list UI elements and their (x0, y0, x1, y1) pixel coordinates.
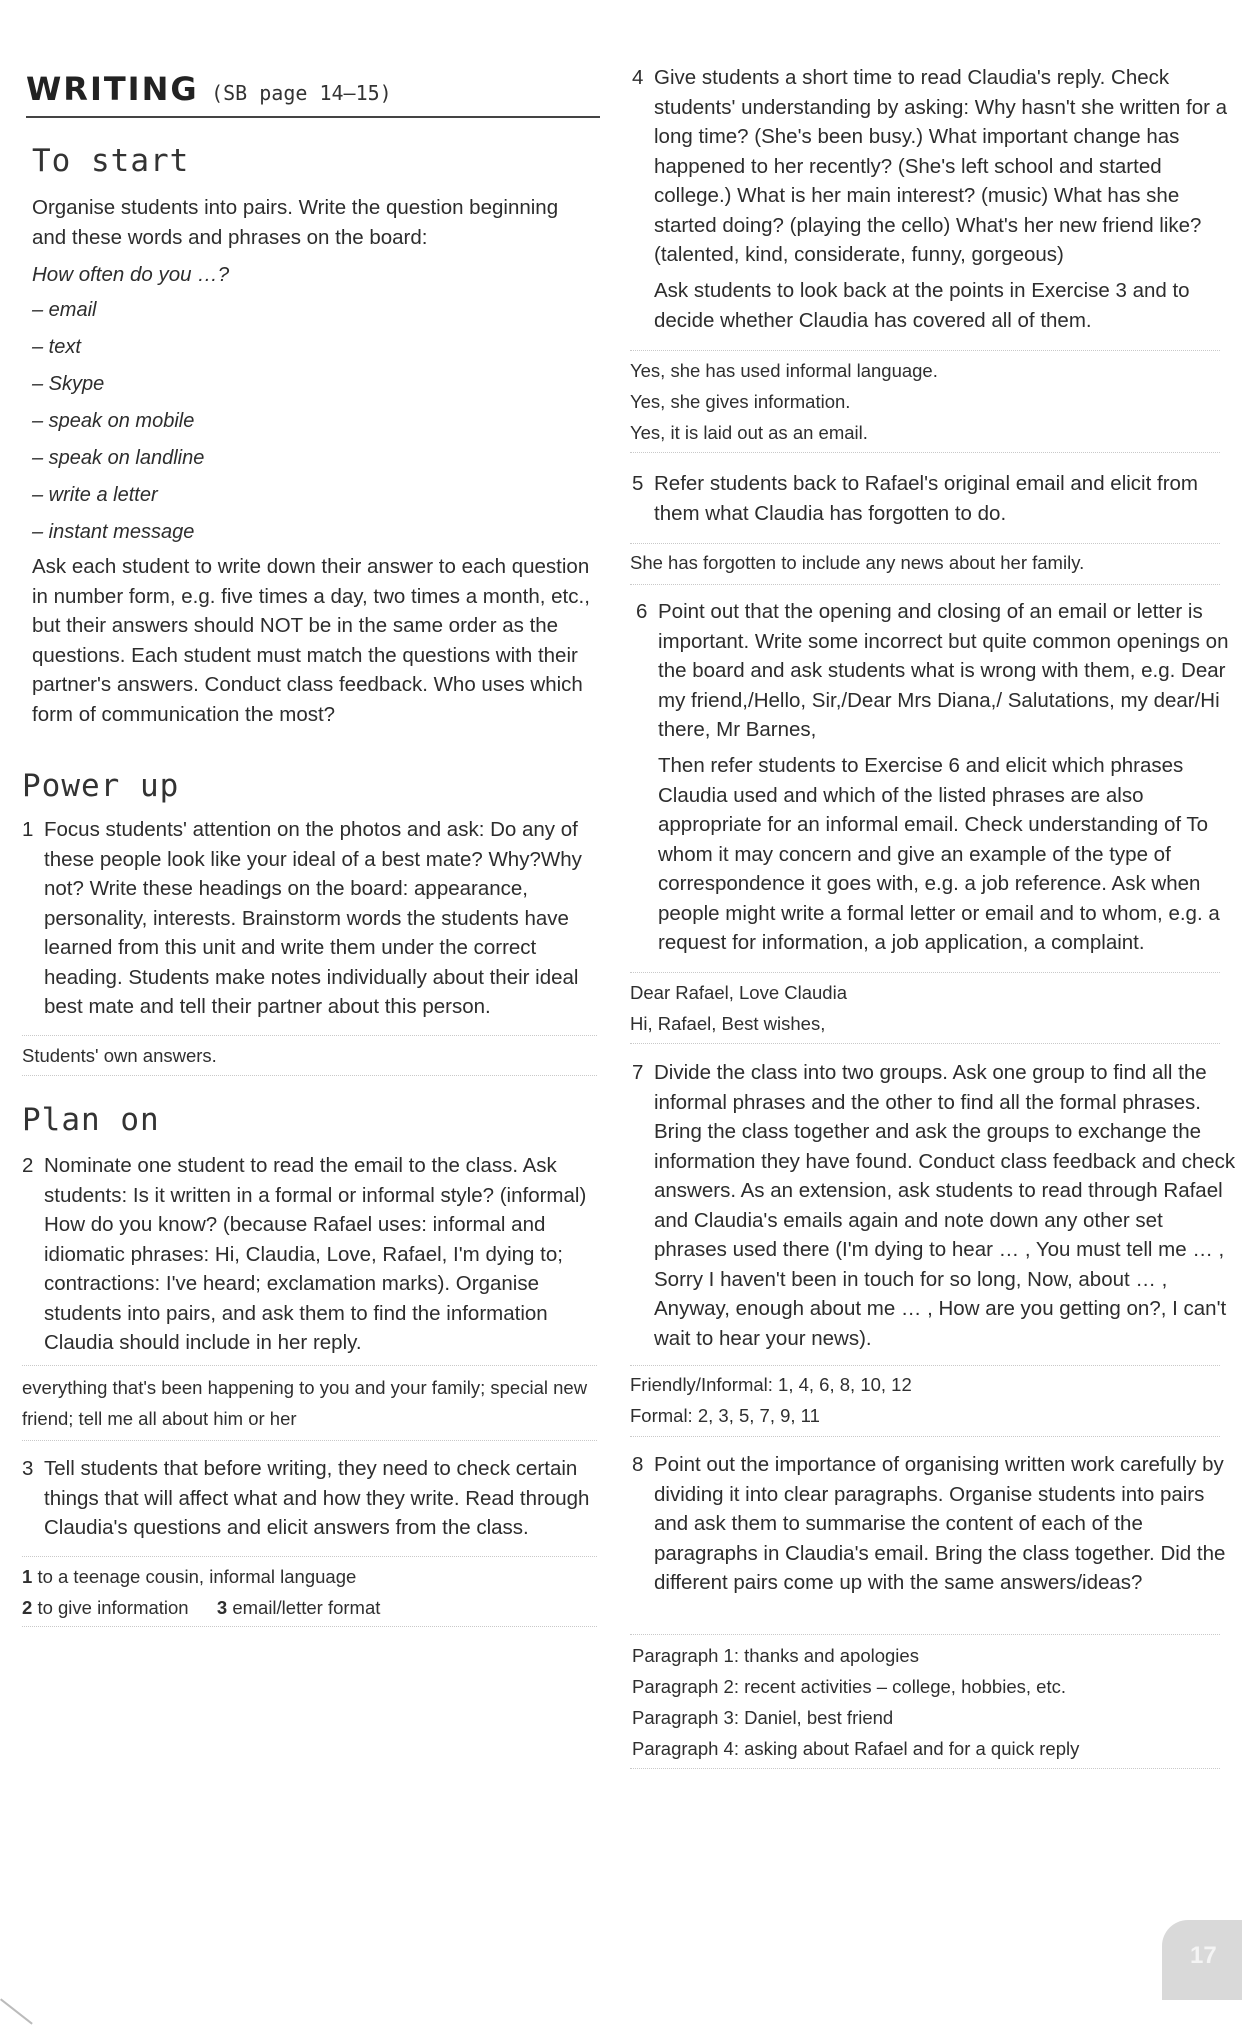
item-text: Refer students back to Rafael's original email and elicit from them what Claudia has forgotten to do. (654, 472, 1199, 525)
answer-text: to give information (37, 1597, 189, 1618)
answer-4 (630, 355, 1220, 448)
item-text: Point out the importance of organising written work carefully by dividing it into clear paragraphs. Organise students into pairs and ask them to summarise the content of each of the paragraphs in Claudia's email. Bring the class together. Did the different pairs come up with the same answers/ideas? (654, 1453, 1226, 1594)
answer-line: Paragraph 4: asking about Rafael and for a quick reply (632, 1738, 1080, 1759)
divider (630, 543, 1220, 544)
answer-line: Paragraph 3: Daniel, best friend (632, 1707, 894, 1728)
divider (22, 1440, 597, 1441)
list-item: – text (32, 336, 81, 358)
divider (630, 1365, 1220, 1366)
to-start-body: Ask each student to write down their answer to each question in number form, e.g. five times a day, two times a month, etc., but their answers should NOT be in the same order as the questions. Each student must match the questions with their partner's answers. Conduct class feedback. Who uses which form of communication the most? (32, 555, 590, 726)
item-6-followup: Then refer students to Exercise 6 and elicit which phrases Claudia used and which of the listed phrases are also appropriate for an informal email. Check understanding of To whom it may concern and give an example of the type of correspondence it goes with, e.g. a job reference. Ask when people might write a formal letter or email and to whom, e.g. a request for information, a job application, a complaint. (658, 754, 1220, 954)
item-number: 8 (632, 1453, 644, 1476)
list-item: – speak on landline (32, 447, 205, 469)
item-text: Tell students that before writing, they need to check certain things that will affect what and how they write. Read through Claudia's questions and elicit answers from the class. (44, 1457, 590, 1539)
to-start-intro: Organise students into pairs. Write the question beginning and these words and phrases on the board: (32, 196, 559, 249)
page-title (26, 70, 600, 118)
item-8 (632, 1450, 1240, 1598)
item-number: 6 (636, 600, 648, 623)
divider (630, 452, 1220, 453)
item-number: 3 (22, 1457, 34, 1480)
answer-text: email/letter format (232, 1597, 381, 1618)
plan-on-answer-2: everything that's been happening to you and your family; special new friend; tell me all about him or her (22, 1377, 588, 1429)
answer-line: Yes, she gives information. (630, 391, 851, 412)
answer-line: Paragraph 1: thanks and apologies (632, 1645, 919, 1666)
answer-number: 2 (22, 1597, 33, 1618)
page-number: 17 (1190, 1942, 1217, 1969)
list-item: – instant message (32, 521, 195, 543)
power-up-heading: Power up (22, 768, 180, 804)
item-text: Focus students' attention on the photos and ask: Do any of these people look like your ideal of a best mate? Why?Why not? Write these headings on the board: appearance, personality, interests. Brainstorm words the students have learned from this unit and write them under the correct heading. Students make notes individually about their ideal best mate and tell their partner about this person. (44, 818, 582, 1018)
answer-line: Yes, it is laid out as an email. (630, 422, 868, 443)
page-number-tab (1162, 1920, 1242, 2000)
divider (22, 1035, 597, 1036)
answer-5: She has forgotten to include any news about her family. (630, 552, 1085, 573)
answer-line: Paragraph 2: recent activities – college, hobbies, etc. (632, 1676, 1066, 1697)
to-start-question: How often do you …? (32, 263, 230, 286)
title-main: WRITING (26, 70, 199, 108)
item-number: 2 (22, 1154, 34, 1177)
power-up-item-1 (22, 815, 619, 1022)
item-text: Point out that the opening and closing of an email or letter is important. Write some incorrect but quite common openings on the board and ask students what is wrong with them, e.g. Dear my friend,/Hello, Sir,/Dear Mrs Diana,/ Salutations, my dear/Hi there, Mr Barnes, (658, 600, 1229, 741)
item-number: 5 (632, 472, 644, 495)
plan-on-item-2 (22, 1151, 619, 1358)
item-6 (636, 597, 1240, 745)
divider (630, 1768, 1220, 1769)
item-text: Divide the class into two groups. Ask one group to find all the informal phrases and the other to find all the formal phrases. Bring the class together and ask the groups to exchange the information they have found. Conduct class feedback and check answers. As an extension, ask students to read through Rafael and Claudia's emails again and note down any other set phrases used there (I'm dying to hear … , You must tell me … , Sorry I haven't been in touch for so long, Now, about … , Anyway, enough about me … , How are you getting on?, I can't wait to hear your news). (654, 1061, 1236, 1350)
to-start-heading: To start (32, 143, 190, 179)
item-4 (632, 63, 1240, 270)
answer-line: Dear Rafael, Love Claudia (630, 982, 847, 1003)
answer-line (22, 1561, 597, 1592)
answer-number: 3 (216, 1597, 228, 1618)
list-item: – write a letter (32, 484, 158, 506)
divider (22, 1626, 597, 1627)
divider (22, 1075, 597, 1076)
item-number: 1 (22, 818, 34, 841)
answer-number: 1 (22, 1566, 33, 1587)
title-sub: (SB page 14–15) (211, 81, 392, 105)
answer-line: Friendly/Informal: 1, 4, 6, 8, 10, 12 (630, 1374, 912, 1395)
list-item: – email (32, 299, 97, 321)
answer-line: Formal: 2, 3, 5, 7, 9, 11 (630, 1405, 820, 1426)
plan-on-answer-3 (22, 1561, 597, 1623)
answer-line (22, 1592, 597, 1623)
divider (22, 1365, 597, 1366)
list-item: – Skype (32, 373, 105, 395)
item-text: Nominate one student to read the email to the class. Ask students: Is it written in a formal or informal style? (informal) How do you know? (because Rafael uses: informal and idiomatic phrases: Hi, Claudia, Love, Rafael, I'm dying to; contractions: I've heard; exclamation marks). Organise students into pairs, and ask them to find the information Claudia should include in her reply. (44, 1154, 587, 1354)
item-7 (632, 1058, 1240, 1353)
divider (630, 350, 1220, 351)
divider (630, 1043, 1220, 1044)
divider (22, 1556, 597, 1557)
item-number: 7 (632, 1061, 644, 1084)
answer-line: Yes, she has used informal language. (630, 360, 938, 381)
to-start-list (32, 292, 204, 551)
answer-6 (630, 977, 1220, 1039)
plan-on-heading: Plan on (22, 1102, 160, 1138)
item-4-followup: Ask students to look back at the points in Exercise 3 and to decide whether Claudia has covered all of them. (654, 279, 1190, 332)
list-item: – speak on mobile (32, 410, 195, 432)
answer-line: Hi, Rafael, Best wishes, (630, 1013, 826, 1034)
scan-mark (0, 1998, 33, 2024)
item-text: Give students a short time to read Claudia's reply. Check students' understanding by asking: Why hasn't she written for a long time? (She's been busy.) What important change has happened to her recently? (She's left school and started college.) What is her main interest? (music) What has she started doing? (playing the cello) What's her new friend like? (talented, kind, considerate, funny, gorgeous) (654, 66, 1228, 266)
item-5 (632, 469, 1240, 528)
divider (630, 972, 1220, 973)
power-up-answer: Students' own answers. (22, 1045, 217, 1066)
divider (630, 1634, 1220, 1635)
divider (630, 584, 1220, 585)
item-number: 4 (632, 66, 644, 89)
answer-7 (630, 1369, 1220, 1431)
plan-on-item-3 (22, 1454, 619, 1543)
divider (630, 1436, 1220, 1437)
answer-text: to a teenage cousin, informal language (37, 1566, 357, 1587)
answer-8 (632, 1640, 1222, 1764)
